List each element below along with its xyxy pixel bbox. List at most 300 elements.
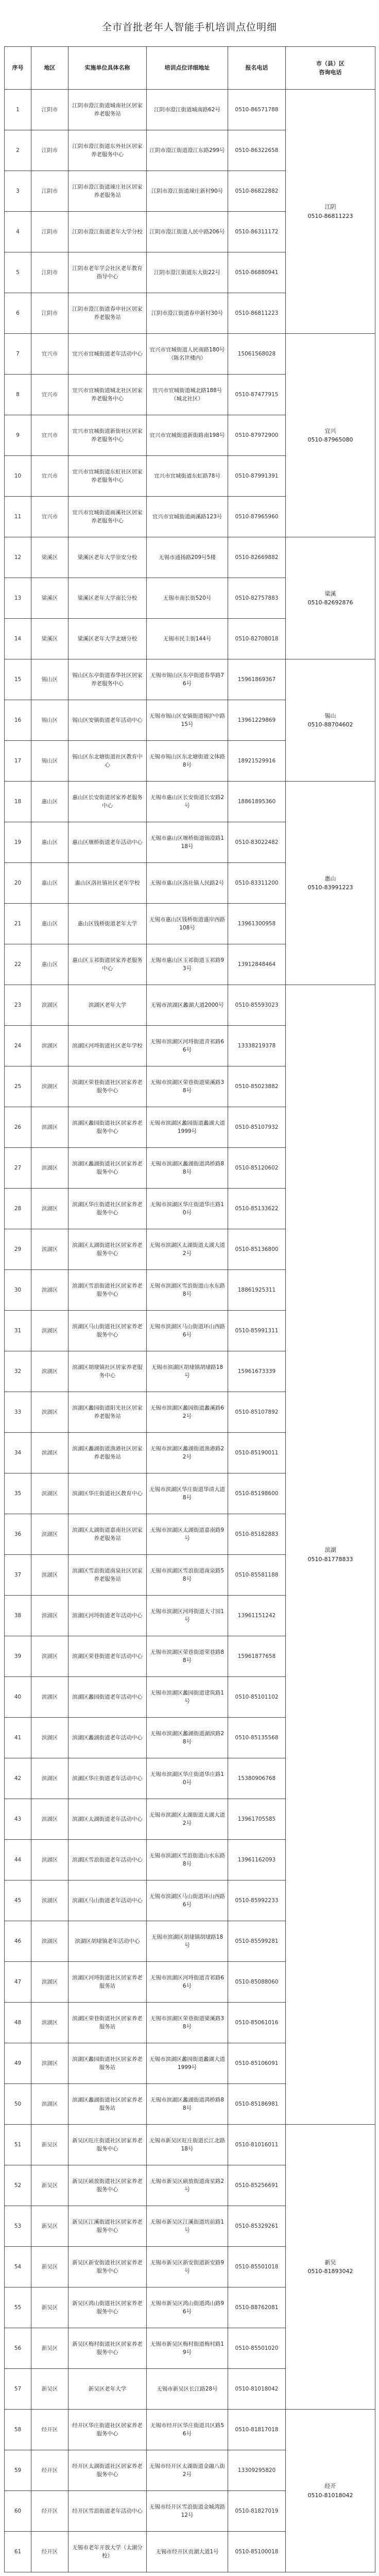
cell-district: 滨湖区 [31, 1636, 68, 1677]
cell-seq: 60 [5, 2491, 31, 2532]
cell-name: 宜兴市宜城街道画溪社区居家养老服务中心 [68, 497, 147, 537]
cell-address: 无锡市滨湖区蠡园街道蠡湖大道1999号 [147, 1107, 228, 1148]
cell-seq: 1 [5, 90, 31, 130]
county-name: 宜兴 [324, 427, 336, 434]
cell-phone: 0510-81817018 [228, 2410, 286, 2450]
cell-address: 无锡市锡山区安镇街道锡沪中路15号 [147, 700, 228, 741]
cell-phone: 0510-82757883 [228, 578, 286, 619]
cell-district: 梁溪区 [31, 619, 68, 659]
cell-district: 江阴市 [31, 293, 68, 334]
cell-district: 滨湖区 [31, 1392, 68, 1433]
cell-seq: 48 [5, 2003, 31, 2043]
cell-district: 滨湖区 [31, 2043, 68, 2084]
cell-district: 新吴区 [31, 2125, 68, 2165]
cell-seq: 6 [5, 293, 31, 334]
cell-address: 宜兴市宜城街道画溪路123号 [147, 497, 228, 537]
cell-address: 江阴市澄江街道竦庄新村90号 [147, 171, 228, 212]
cell-seq: 59 [5, 2450, 31, 2491]
cell-district: 滨湖区 [31, 1433, 68, 1473]
cell-address: 无锡市滨湖区河埒街道大寸园1号 [147, 1596, 228, 1636]
cell-district: 滨湖区 [31, 1840, 68, 1880]
cell-name: 惠山区钱桥街道老年大学 [68, 904, 147, 944]
cell-address: 无锡市新吴区梅村街道梅村路19号 [147, 2328, 228, 2369]
cell-name: 经开区太湖街道社区居家养老服务中心 [68, 2450, 147, 2491]
cell-address: 无锡市滨湖区太湖街道嘉南路9号 [147, 1514, 228, 1555]
cell-phone: 0510-83022482 [228, 822, 286, 863]
cell-seq: 28 [5, 1189, 31, 1229]
cell-seq: 21 [5, 904, 31, 944]
county-name: 惠山 [324, 875, 336, 882]
cell-phone: 0510-81827019 [228, 2491, 286, 2532]
cell-name: 滨湖区蠡湖街道社区居家养老服务站 [68, 2084, 147, 2125]
cell-seq: 55 [5, 2287, 31, 2328]
cell-phone: 0510-85182883 [228, 1514, 286, 1555]
cell-name: 滨湖区胡埭镇社区居家养老服务中心 [68, 1351, 147, 1392]
cell-seq: 53 [5, 2206, 31, 2247]
cell-address: 无锡市新吴区旺庄街道长江北路18号 [147, 2125, 228, 2165]
header-address: 培训点位详细地址 [147, 47, 228, 90]
cell-seq: 7 [5, 334, 31, 375]
cell-seq: 39 [5, 1636, 31, 1677]
cell-address: 宜兴市宜城街道新街路南198号 [147, 415, 228, 456]
cell-name: 滨湖区蠡湖街道社区居家养老服务中心 [68, 1148, 147, 1189]
cell-name: 滨湖区老年大学 [68, 985, 147, 1026]
county-name: 梁溪 [324, 590, 336, 597]
cell-seq: 30 [5, 1270, 31, 1311]
header-county-line1: 市（县）区 [316, 60, 344, 67]
cell-seq: 10 [5, 456, 31, 497]
cell-district: 江阴市 [31, 171, 68, 212]
cell-address: 无锡市滨湖区华庄街道华庄路10号 [147, 1758, 228, 1799]
cell-district: 滨湖区 [31, 1351, 68, 1392]
cell-seq: 52 [5, 2165, 31, 2206]
cell-address: 无锡市惠山区堰桥街道锡澄路118号 [147, 822, 228, 863]
cell-district: 梁溪区 [31, 537, 68, 578]
cell-seq: 34 [5, 1433, 31, 1473]
cell-district: 滨湖区 [31, 1921, 68, 1962]
cell-name: 滨湖区马山街道老年活动中心 [68, 1880, 147, 1921]
cell-name: 江阴市澄江街道城南社区居家养老服务站 [68, 90, 147, 130]
page-title: 全市首批老年人智能手机培训点位明细 [101, 22, 277, 33]
cell-address: 无锡市滨湖区马山街道环山西路6号 [147, 1311, 228, 1351]
cell-district: 经开区 [31, 2532, 68, 2572]
cell-district: 滨湖区 [31, 2003, 68, 2043]
cell-district: 惠山区 [31, 944, 68, 985]
cell-seq: 57 [5, 2369, 31, 2410]
table-row [5, 334, 375, 375]
cell-name: 江阴市澄江街道竦庄社区居家养老服务站 [68, 171, 147, 212]
cell-name: 江阴市澄江街道春申社区居家养老服务站 [68, 293, 147, 334]
cell-address: 无锡市滨湖区华庄街道华清大道8号 [147, 1473, 228, 1514]
training-sites-table [4, 46, 375, 2572]
cell-phone: 13309295820 [228, 2450, 286, 2491]
header-name: 实施单位具体名称 [68, 47, 147, 90]
cell-district: 滨湖区 [31, 1311, 68, 1351]
cell-seq: 47 [5, 1962, 31, 2003]
cell-district: 宜兴市 [31, 497, 68, 537]
cell-district: 新吴区 [31, 2165, 68, 2206]
cell-address: 无锡市滨湖区荣巷街道梁溪路38号 [147, 2003, 228, 2043]
cell-phone: 0510-86880941 [228, 252, 286, 293]
cell-name: 宜兴市宜城街道东虹社区居家养老服务中心 [68, 456, 147, 497]
county-phone: 0510-81778833 [307, 1555, 353, 1563]
cell-address: 宜兴市宜城街道东虹路78号 [147, 456, 228, 497]
cell-name: 滨湖区胡埭镇老年活动中心 [68, 1921, 147, 1962]
cell-phone: 0510-85991311 [228, 1311, 286, 1351]
cell-district: 江阴市 [31, 212, 68, 252]
county-phone: 0510-88704602 [307, 721, 353, 728]
cell-address: 无锡市滨湖区蠡湖大道2000号 [147, 985, 228, 1026]
county-name: 滨湖 [324, 1547, 336, 1554]
cell-name: 新吴区硕放街道社区居家养老服务中心 [68, 2165, 147, 2206]
cell-address: 江阴市澄江街道人民中路206号 [147, 212, 228, 252]
cell-phone: 0510-85061016 [228, 2003, 286, 2043]
cell-county-contact [286, 537, 375, 659]
cell-name: 滨湖区雪浪街道老年活动中心 [68, 1840, 147, 1880]
cell-district: 滨湖区 [31, 1677, 68, 1718]
cell-district: 江阴市 [31, 90, 68, 130]
cell-address: 无锡市经开区华庄街道具区路56号 [147, 2410, 228, 2450]
cell-seq: 9 [5, 415, 31, 456]
cell-seq: 26 [5, 1107, 31, 1148]
cell-name: 惠山区长安街道居家养老服务中心 [68, 782, 147, 822]
cell-district: 新吴区 [31, 2247, 68, 2287]
cell-address: 无锡市锡山区东亭街道春华路76号 [147, 659, 228, 700]
cell-address: 无锡市经开区贡湖大道1号 [147, 2532, 228, 2572]
cell-name: 滨湖区蠡湖街道渔港社区居家养老服务站 [68, 1433, 147, 1473]
cell-name: 宜兴市宜城街道城北社区居家养老服务中心 [68, 375, 147, 415]
cell-phone: 0510-82669882 [228, 537, 286, 578]
cell-phone: 0510-86811223 [228, 293, 286, 334]
cell-seq: 42 [5, 1758, 31, 1799]
cell-address: 无锡市滨湖区河埒街道青祁路66号 [147, 1026, 228, 1066]
cell-name: 锡山区东北塘街道社区教育中心 [68, 741, 147, 782]
cell-address: 无锡市滨湖区雪浪街道南泉路58号 [147, 1555, 228, 1596]
cell-name: 宜兴市宜城街道老年活动中心 [68, 334, 147, 375]
cell-address: 无锡市通扬路209号5楼 [147, 537, 228, 578]
cell-address: 无锡市滨湖区马山街道环山西路6号 [147, 1880, 228, 1921]
cell-name: 滨湖区雪浪街道南泉社区居家养老服务站 [68, 1555, 147, 1596]
table-row [5, 2125, 375, 2165]
cell-phone: 0510-86571788 [228, 90, 286, 130]
cell-name: 锡山区东亭街道春华社区居家养老服务中心 [68, 659, 147, 700]
cell-seq: 15 [5, 659, 31, 700]
cell-district: 滨湖区 [31, 1718, 68, 1758]
cell-phone: 0510-87991391 [228, 456, 286, 497]
cell-name: 新吴区鸿山街道社区居家养老服务中心 [68, 2287, 147, 2328]
cell-address: 无锡市新吴区江溪街道坊前路1号 [147, 2206, 228, 2247]
cell-seq: 25 [5, 1066, 31, 1107]
cell-seq: 22 [5, 944, 31, 985]
cell-seq: 29 [5, 1229, 31, 1270]
cell-district: 江阴市 [31, 252, 68, 293]
cell-name: 惠山区堰桥街道老年活动中心 [68, 822, 147, 863]
cell-phone: 18861895360 [228, 782, 286, 822]
table-row [5, 659, 375, 700]
cell-phone: 0510-86311172 [228, 212, 286, 252]
cell-name: 滨湖区华庄街道老年活动中心 [68, 1758, 147, 1799]
cell-district: 宜兴市 [31, 375, 68, 415]
cell-phone: 18861925311 [228, 1270, 286, 1311]
cell-phone: 13338219378 [228, 1026, 286, 1066]
cell-phone: 0510-83311200 [228, 863, 286, 904]
cell-name: 滨湖区马山街道社区居家养老服务中心 [68, 1311, 147, 1351]
cell-phone: 15380906768 [228, 1758, 286, 1799]
county-name: 经开 [324, 2483, 336, 2490]
cell-name: 滨湖区荣巷街道老年活动中心 [68, 1636, 147, 1677]
cell-district: 新吴区 [31, 2206, 68, 2247]
cell-seq: 41 [5, 1718, 31, 1758]
cell-name: 滨湖区荣巷街道社区居家养老服务站 [68, 2003, 147, 2043]
cell-phone: 0510-85186981 [228, 2084, 286, 2125]
cell-phone: 13961151242 [228, 1596, 286, 1636]
cell-phone: 0510-85599281 [228, 1921, 286, 1962]
cell-district: 滨湖区 [31, 1107, 68, 1148]
cell-seq: 44 [5, 1840, 31, 1880]
cell-phone: 15961877658 [228, 1636, 286, 1677]
cell-phone: 0510-86322658 [228, 130, 286, 171]
cell-name: 新吴区旺庄街道社区居家养老服务中心 [68, 2125, 147, 2165]
county-phone: 0510-86811223 [307, 212, 353, 219]
table-row [5, 537, 375, 578]
cell-district: 滨湖区 [31, 1514, 68, 1555]
cell-name: 滨湖区雪浪街道社区居家养老服务中心 [68, 1270, 147, 1311]
cell-seq: 37 [5, 1555, 31, 1596]
cell-phone: 0510-85501018 [228, 2247, 286, 2287]
cell-district: 经开区 [31, 2450, 68, 2491]
county-name: 新吴 [324, 2259, 336, 2266]
cell-district: 惠山区 [31, 822, 68, 863]
cell-address: 无锡市滨湖区太湖街道太湖大道2号 [147, 1229, 228, 1270]
cell-address: 无锡市滨湖区蠡园街道蠡湖大道1999号 [147, 2043, 228, 2084]
cell-phone: 0510-82708018 [228, 619, 286, 659]
cell-phone: 0510-85198600 [228, 1473, 286, 1514]
cell-address: 无锡市滨湖区蠡湖街道鸿桥路88号 [147, 2084, 228, 2125]
cell-name: 滨湖区河埒街道社区居家养老服务站 [68, 1962, 147, 2003]
cell-address: 宜兴市宜城街道城北路188号（城北社区） [147, 375, 228, 415]
cell-district: 宜兴市 [31, 334, 68, 375]
cell-seq: 13 [5, 578, 31, 619]
cell-phone: 13961229869 [228, 700, 286, 741]
cell-name: 滨湖区河埒街道社区老年学校 [68, 1026, 147, 1066]
cell-county-contact [286, 659, 375, 782]
cell-name: 滨湖区华庄街道社区居家养老服务中心 [68, 1189, 147, 1229]
cell-name: 无锡市老年开放大学（太湖分校） [68, 2532, 147, 2572]
cell-name: 滨湖区太湖街道社区居家养老服务中心 [68, 1229, 147, 1270]
table-row [5, 782, 375, 822]
cell-address: 宜兴市宜城街道人民南路180号（陈名世楼内） [147, 334, 228, 375]
cell-phone: 0510-85100018 [228, 2532, 286, 2572]
cell-name: 滨湖区华庄街道社区教育中心 [68, 1473, 147, 1514]
cell-district: 惠山区 [31, 904, 68, 944]
cell-address: 无锡市惠山区洛社镇人民路2号 [147, 863, 228, 904]
cell-seq: 61 [5, 2532, 31, 2572]
cell-seq: 3 [5, 171, 31, 212]
cell-address: 无锡市惠山区玉祁街道玉祁路93号 [147, 944, 228, 985]
cell-district: 滨湖区 [31, 1473, 68, 1514]
cell-address: 无锡市滨湖区荣巷街道荣巷路88号 [147, 1636, 228, 1677]
cell-seq: 46 [5, 1921, 31, 1962]
cell-address: 江阴市澄江街道东大街22号 [147, 252, 228, 293]
cell-name: 滨湖区河埒街道老年活动中心 [68, 1596, 147, 1636]
cell-seq: 8 [5, 375, 31, 415]
cell-address: 无锡市民主街144号 [147, 619, 228, 659]
cell-name: 经开区华庄街道社区居家养老服务中心 [68, 2410, 147, 2450]
cell-phone: 15061568028 [228, 334, 286, 375]
cell-district: 滨湖区 [31, 1189, 68, 1229]
cell-address: 无锡市锡山区东北塘街道文体路8号 [147, 741, 228, 782]
cell-phone: 0510-85120602 [228, 1148, 286, 1189]
cell-seq: 18 [5, 782, 31, 822]
cell-address: 无锡市新吴区长江路28号 [147, 2369, 228, 2410]
cell-seq: 32 [5, 1351, 31, 1392]
cell-district: 滨湖区 [31, 1880, 68, 1921]
cell-address: 无锡市经开区太湖街道金融八街2号 [147, 2450, 228, 2491]
cell-phone: 0510-81016011 [228, 2125, 286, 2165]
cell-name: 滨湖区蠡园街道社区居家养老服务中心 [68, 1107, 147, 1148]
cell-phone: 0510-85107932 [228, 1107, 286, 1148]
cell-seq: 4 [5, 212, 31, 252]
cell-phone: 15961869367 [228, 659, 286, 700]
cell-seq: 11 [5, 497, 31, 537]
cell-seq: 58 [5, 2410, 31, 2450]
cell-address: 无锡市滨湖区雪浪街道山水东路8号 [147, 1270, 228, 1311]
cell-seq: 40 [5, 1677, 31, 1718]
cell-name: 滨湖区蠡园街道阳光社区居家养老服务站 [68, 1392, 147, 1433]
cell-county-contact [286, 334, 375, 537]
cell-address: 无锡市滨湖区河埒街道青祁路66号 [147, 1962, 228, 2003]
cell-seq: 24 [5, 1026, 31, 1066]
cell-phone: 0510-85106091 [228, 2043, 286, 2084]
cell-county-contact [286, 985, 375, 2125]
cell-name: 新吴区梅村街道社区居家养老服务中心 [68, 2328, 147, 2369]
table-body [5, 90, 375, 2572]
table-row [5, 90, 375, 130]
cell-seq: 51 [5, 2125, 31, 2165]
cell-phone: 0510-85329261 [228, 2206, 286, 2247]
cell-district: 经开区 [31, 2410, 68, 2450]
cell-address: 江阴市澄江街道城南路62号 [147, 90, 228, 130]
cell-address: 无锡市滨湖区胡埭镇胡埭路18号 [147, 1351, 228, 1392]
header-phone: 报名电话 [228, 47, 286, 90]
cell-district: 滨湖区 [31, 985, 68, 1026]
cell-seq: 50 [5, 2084, 31, 2125]
cell-name: 梁溪区老年大学崇安分校 [68, 537, 147, 578]
county-name: 锡山 [324, 712, 336, 719]
cell-name: 滨湖区蠡园街道社区居家养老服务站 [68, 2043, 147, 2084]
table-row [5, 985, 375, 1026]
cell-address: 无锡市新吴区新安街道新安路9号 [147, 2247, 228, 2287]
cell-name: 惠山区洛社镇社区老年学校 [68, 863, 147, 904]
cell-district: 滨湖区 [31, 1596, 68, 1636]
cell-address: 无锡市滨湖区蠡园街道建筑路1号 [147, 1677, 228, 1718]
county-phone: 0510-87965080 [307, 436, 353, 443]
cell-district: 锡山区 [31, 700, 68, 741]
cell-name: 江阴市老年学会社区老年教育指导中心 [68, 252, 147, 293]
county-phone: 0510-83991223 [307, 884, 353, 891]
cell-name: 新吴区新安街道社区居家养老服务中心 [68, 2247, 147, 2287]
cell-address: 无锡市滨湖区蠡湖街道湖滨路28号 [147, 1718, 228, 1758]
table-row [5, 2410, 375, 2450]
cell-phone: 0510-85190011 [228, 1433, 286, 1473]
table-header-row [5, 47, 375, 90]
cell-address: 无锡市滨湖区蠡湖街道渔港路22号 [147, 1433, 228, 1473]
cell-phone: 15961673339 [228, 1351, 286, 1392]
cell-district: 惠山区 [31, 782, 68, 822]
cell-name: 新吴区江溪街道社区居家养老服务中心 [68, 2206, 147, 2247]
cell-district: 新吴区 [31, 2287, 68, 2328]
cell-address: 无锡市经开区雪浪街道金城湾路12号 [147, 2491, 228, 2532]
cell-district: 滨湖区 [31, 1270, 68, 1311]
cell-address: 无锡市滨湖区荣巷街道梁溪路38号 [147, 1066, 228, 1107]
county-name: 江阴 [324, 204, 336, 211]
county-phone: 0510-81893042 [307, 2268, 353, 2275]
cell-district: 滨湖区 [31, 1799, 68, 1840]
cell-name: 江阴市澄江街道老年大学分校 [68, 212, 147, 252]
cell-phone: 0510-85992233 [228, 1880, 286, 1921]
cell-phone: 0510-87972900 [228, 415, 286, 456]
cell-district: 锡山区 [31, 659, 68, 700]
cell-name: 江阴市澄江街道东外社区居家养老服务中心 [68, 130, 147, 171]
cell-district: 宜兴市 [31, 415, 68, 456]
cell-district: 惠山区 [31, 863, 68, 904]
cell-phone: 0510-85107892 [228, 1392, 286, 1433]
cell-phone: 0510-85023882 [228, 1066, 286, 1107]
cell-phone: 0510-85501020 [228, 2328, 286, 2369]
cell-seq: 49 [5, 2043, 31, 2084]
cell-name: 惠山区玉祁街道居家养老服务中心 [68, 944, 147, 985]
cell-phone: 13961705585 [228, 1799, 286, 1840]
cell-district: 经开区 [31, 2491, 68, 2532]
cell-name: 锡山区安镇街道老年活动中心 [68, 700, 147, 741]
cell-address: 无锡市惠山区钱桥街道盛岸西路108号 [147, 904, 228, 944]
cell-seq: 19 [5, 822, 31, 863]
cell-district: 江阴市 [31, 130, 68, 171]
cell-seq: 54 [5, 2247, 31, 2287]
cell-district: 滨湖区 [31, 1555, 68, 1596]
cell-name: 滨湖区蠡湖街道老年活动中心 [68, 1718, 147, 1758]
cell-name: 滨湖区太湖街道老年活动中心 [68, 1799, 147, 1840]
county-phone: 0510-81018042 [307, 2492, 353, 2499]
header-county-line2: 咨询电话 [319, 69, 342, 76]
cell-county-contact [286, 782, 375, 985]
cell-phone: 0510-86822882 [228, 171, 286, 212]
cell-seq: 5 [5, 252, 31, 293]
cell-seq: 31 [5, 1311, 31, 1351]
cell-address: 无锡市滨湖区蠡园街道蠡溪路62号 [147, 1392, 228, 1433]
cell-seq: 2 [5, 130, 31, 171]
cell-district: 滨湖区 [31, 1066, 68, 1107]
cell-address: 无锡市滨湖区胡埭镇胡埭路18号 [147, 1921, 228, 1962]
cell-seq: 14 [5, 619, 31, 659]
cell-address: 无锡市新吴区硕放街道南星路2号 [147, 2165, 228, 2206]
cell-name: 新吴区老年大学 [68, 2369, 147, 2410]
cell-seq: 16 [5, 700, 31, 741]
cell-name: 经开区雪浪街道老年活动中心 [68, 2491, 147, 2532]
cell-name: 滨湖区荣巷街道社区居家养老服务中心 [68, 1066, 147, 1107]
cell-seq: 43 [5, 1799, 31, 1840]
cell-name: 梁溪区老年大学北塘分校 [68, 619, 147, 659]
cell-phone: 0510-85136800 [228, 1229, 286, 1270]
cell-seq: 20 [5, 863, 31, 904]
cell-district: 滨湖区 [31, 1962, 68, 2003]
cell-seq: 56 [5, 2328, 31, 2369]
cell-county-contact [286, 2125, 375, 2410]
cell-district: 滨湖区 [31, 1229, 68, 1270]
cell-seq: 17 [5, 741, 31, 782]
cell-address: 无锡市滨湖区雪浪街道山水东路8号 [147, 1840, 228, 1880]
cell-phone: 0510-88762081 [228, 2287, 286, 2328]
